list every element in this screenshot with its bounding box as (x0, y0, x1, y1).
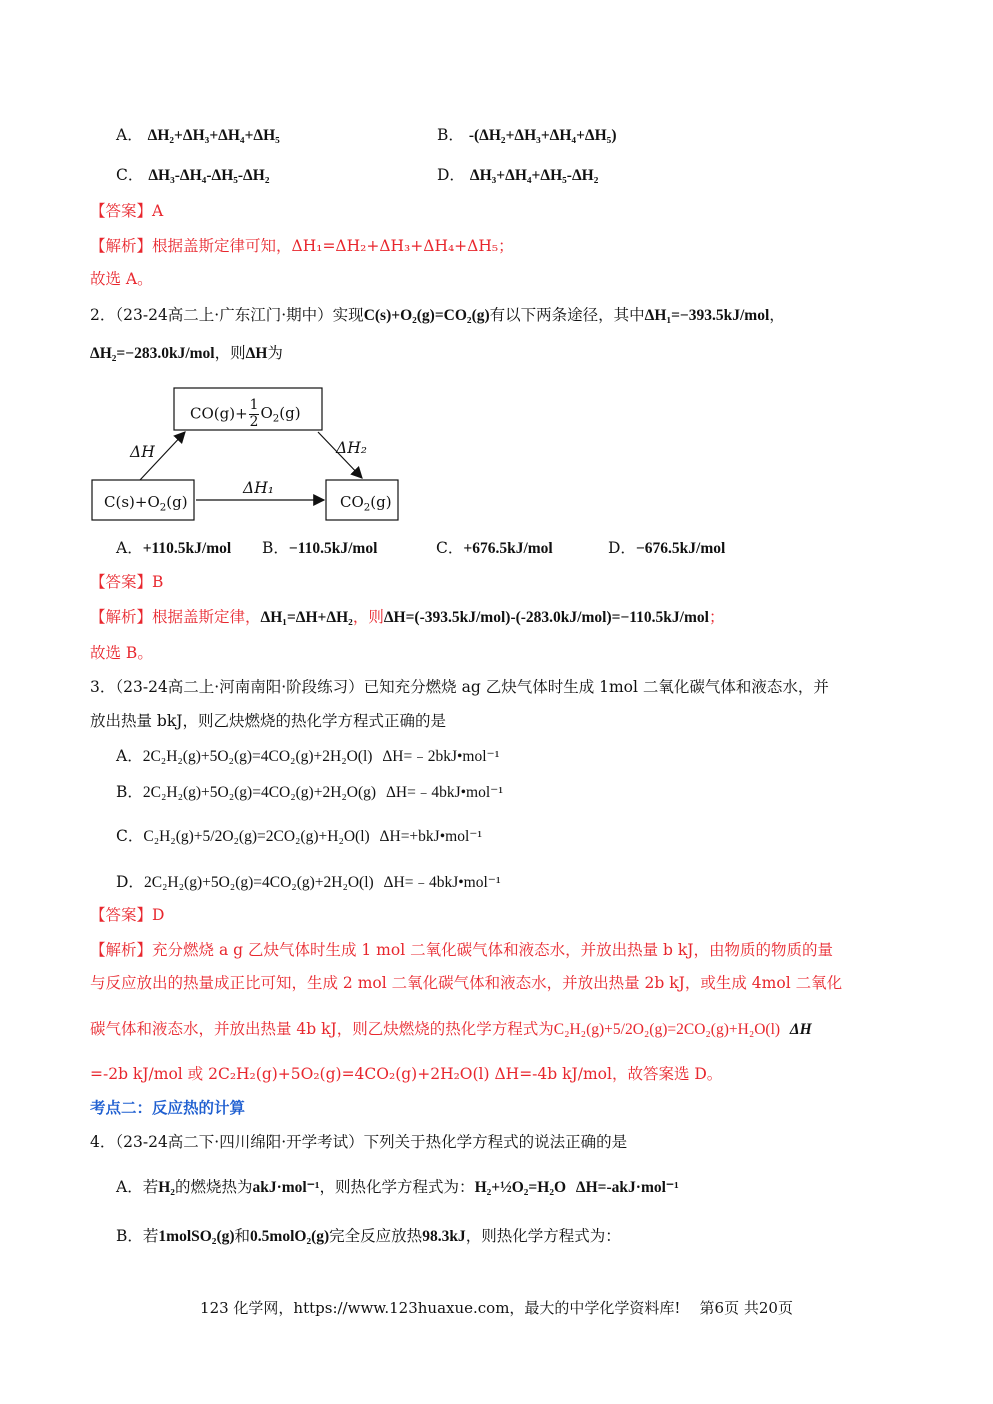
analysis-dh: ΔH (789, 1021, 812, 1038)
asked-quantity: ΔH (245, 345, 268, 362)
question-number: 3． (90, 678, 116, 696)
option-label: A． (116, 747, 143, 765)
q3-stem-line1 (90, 676, 829, 698)
q1-option-c (116, 164, 269, 187)
option-dh: ΔH=﹣4bkJ•mol⁻¹ (385, 784, 503, 801)
q2-option-b (262, 537, 377, 560)
option-text: 若 (142, 1227, 159, 1245)
arrow-dh-label: ΔH (130, 443, 155, 461)
option-equation: 2C₂H₂(g)+5O₂(g)=4CO₂(g)+2H₂O(l) (142, 748, 373, 765)
analysis-tag: 【解析】 (90, 237, 153, 255)
option-expr: −110.5kJ/mol (288, 540, 378, 557)
q3-analysis-line2: 与反应放出的热量成正比可知，生成 2 mol 二氧化碳气体和液态水，并放出热量 2b kJ，或生成 4mol 二氧化 (90, 974, 843, 992)
q4-option-a (116, 1176, 679, 1199)
option-dh: ΔH=﹣2bkJ•mol⁻¹ (382, 748, 500, 765)
option-expr: +676.5kJ/mol (463, 540, 553, 557)
analysis-text: 充分燃烧 a g 乙炔气体时生成 1 mol 二氧化碳气体和液态水，并放出热量 b kJ，由物质的物质的量 (152, 941, 833, 959)
q1-analysis (90, 235, 514, 257)
dh1-value: ΔH₁=−393.5kJ/mol (644, 307, 770, 324)
q3-analysis-line3 (90, 1018, 812, 1041)
analysis-equation: ΔH₁=ΔH+ΔH₂ (260, 609, 353, 626)
arrow-dh1-label: ΔH₁ (243, 479, 274, 497)
q2-analysis (90, 606, 724, 629)
footer-site: 123 化学网，https://www.123huaxue.com，最大的中学化学资料库! (200, 1299, 681, 1317)
option-label: D． (437, 166, 465, 184)
stem-text: 实现 (332, 306, 364, 324)
answer-tag: 【答案】 (90, 202, 153, 220)
analysis-text: ，则 (352, 608, 384, 626)
q2-stem-line1: 2．（23-24高二上·广东江门·期中）实现C(s)+O₂(g)=CO₂(g)有以下两条途径，其中ΔH₁=−393.5kJ/mol， (90, 306, 785, 324)
q2-stem-line2 (90, 342, 283, 365)
dh2-value: ΔH₂=−283.0kJ/mol (90, 345, 215, 362)
option-text: 的燃烧热为 (174, 1178, 253, 1196)
option-equation: 2C₂H₂(g)+5O₂(g)=4CO₂(g)+2H₂O(g) (142, 784, 377, 801)
option-label: B． (437, 126, 464, 144)
option-text: ，则热化学方程式为： (319, 1178, 475, 1196)
q1-option-a (116, 124, 280, 147)
option-text: ，则热化学方程式为： (465, 1227, 621, 1245)
analysis-tag: 【解析】 (90, 608, 153, 626)
q4-option-b (116, 1225, 621, 1248)
q3-option-b (116, 781, 503, 804)
option-expr: ΔH₃-ΔH₄-ΔH₅-ΔH₂ (148, 167, 270, 184)
option-formula: 1molSO₂(g) (158, 1228, 235, 1245)
q3-option-a (116, 745, 499, 768)
q4-stem (90, 1131, 627, 1153)
q2-option-d (608, 537, 725, 560)
option-label: B． (116, 783, 143, 801)
question-number: 4． (90, 1133, 116, 1151)
option-value: 98.3kJ (422, 1228, 466, 1245)
question-source: （23-24高二下·四川绵阳·开学考试） (115, 1133, 364, 1151)
option-label: C． (436, 539, 464, 557)
question-source: （23-24高二上·广东江门·期中） (115, 306, 333, 324)
q1-option-d (437, 164, 598, 187)
q1-conclusion: 故选 A。 (90, 270, 153, 288)
answer-tag: 【答案】 (90, 573, 153, 591)
q3-stem-line2: 放出热量 bkJ，则乙炔燃烧的热化学方程式正确的是 (90, 712, 446, 730)
q2-answer (90, 571, 163, 593)
q3-analysis-line1 (90, 939, 833, 961)
q2-option-c (436, 537, 553, 560)
q2-conclusion: 故选 B。 (90, 644, 153, 662)
q1-answer (90, 200, 163, 222)
q3-answer (90, 904, 164, 926)
option-label: A． (116, 539, 143, 557)
left-box-label: $C(s)+O_2(g)$ (104, 493, 188, 514)
option-label: D． (116, 873, 144, 891)
option-expr: ΔH₃+ΔH₄+ΔH₅-ΔH₂ (469, 167, 599, 184)
analysis-tag: 【解析】 (90, 941, 153, 959)
option-dh: ΔH=﹣4bkJ•mol⁻¹ (383, 874, 501, 891)
stem-text: ，则 (214, 344, 246, 362)
option-expr: +110.5kJ/mol (142, 540, 232, 557)
q2-option-a (116, 537, 231, 560)
option-label: A． (116, 126, 143, 144)
option-label: C． (116, 827, 144, 845)
q3-option-c (116, 825, 482, 848)
answer-value: A (152, 202, 164, 220)
option-expr: -(ΔH₂+ΔH₃+ΔH₄+ΔH₅) (468, 127, 617, 144)
analysis-text: ； (708, 608, 725, 626)
analysis-calculation: ΔH=(-393.5kJ/mol)-(-283.0kJ/mol)=−110.5kJ/mol (383, 609, 709, 626)
stem-text: 有以下两条途径，其中 (489, 306, 645, 324)
arrow-dh2-label: ΔH₂ (336, 439, 367, 457)
option-equation: C₂H₂(g)+5/2O₂(g)=2CO₂(g)+H₂O(l) (143, 828, 370, 845)
option-label: B． (116, 1227, 143, 1245)
option-equation: 2C₂H₂(g)+5O₂(g)=4CO₂(g)+2H₂O(l) (143, 874, 374, 891)
q3-option-d (116, 871, 501, 894)
analysis-equation: C₂H₂(g)+5/2O₂(g)=2CO₂(g)+H₂O(l) (553, 1021, 781, 1038)
option-dh: ΔH=-akJ·mol⁻¹ (575, 1179, 679, 1196)
section-title: 考点二：反应热的计算 (90, 1098, 246, 1117)
option-expr: −676.5kJ/mol (635, 540, 726, 557)
answer-value: B (152, 573, 164, 591)
answer-value: D (152, 906, 165, 924)
option-formula: 0.5molO₂(g) (250, 1228, 330, 1245)
option-equation: H₂+½O₂=H₂O (474, 1179, 567, 1196)
analysis-text: 碳气体和液态水，并放出热量 4b kJ，则乙炔燃烧的热化学方程式为 (90, 1020, 554, 1038)
footer-page-number: 第6页 共20页 (699, 1299, 793, 1317)
q1-option-b (437, 124, 617, 147)
top-box-label: CO(g)+ $\frac{1}{2}$ $O_2(g)$ (190, 397, 301, 430)
option-dh: ΔH=+bkJ•mol⁻¹ (379, 828, 483, 845)
page-footer (0, 1297, 993, 1318)
stem-text: 为 (267, 344, 283, 362)
right-box-label: $CO_2(g)$ (340, 493, 392, 514)
question-source: （23-24高二上·河南南阳·阶段练习） (115, 678, 364, 696)
stem-text: 已知充分燃烧 ag 乙炔气体时生成 1mol 二氧化碳气体和液态水，并 (363, 678, 829, 696)
analysis-text: 根据盖斯定律， (152, 608, 261, 626)
reaction-equation: C(s)+O₂(g)=CO₂(g) (363, 307, 490, 324)
option-label: A． (116, 1178, 143, 1196)
option-label: D． (608, 539, 636, 557)
option-formula: H₂ (158, 1179, 175, 1196)
stem-text: 下列关于热化学方程式的说法正确的是 (363, 1133, 628, 1151)
answer-tag: 【答案】 (90, 906, 153, 924)
question-number: 2． (90, 306, 116, 324)
option-text: 完全反应放热 (329, 1227, 423, 1245)
option-value: akJ·mol⁻¹ (252, 1179, 320, 1196)
option-text: 若 (142, 1178, 159, 1196)
option-expr: ΔH₂+ΔH₃+ΔH₄+ΔH₅ (147, 127, 280, 144)
q3-analysis-line4: =-2b kJ/mol 或 2C₂H₂(g)+5O₂(g)=4CO₂(g)+2H₂O(l) ΔH=-4b kJ/mol，故答案选 D。 (90, 1065, 723, 1083)
option-label: B． (262, 539, 289, 557)
option-text: 和 (234, 1227, 251, 1245)
analysis-text: 根据盖斯定律可知，ΔH₁=ΔH₂+ΔH₃+ΔH₄+ΔH₅； (152, 237, 514, 255)
option-label: C． (116, 166, 144, 184)
